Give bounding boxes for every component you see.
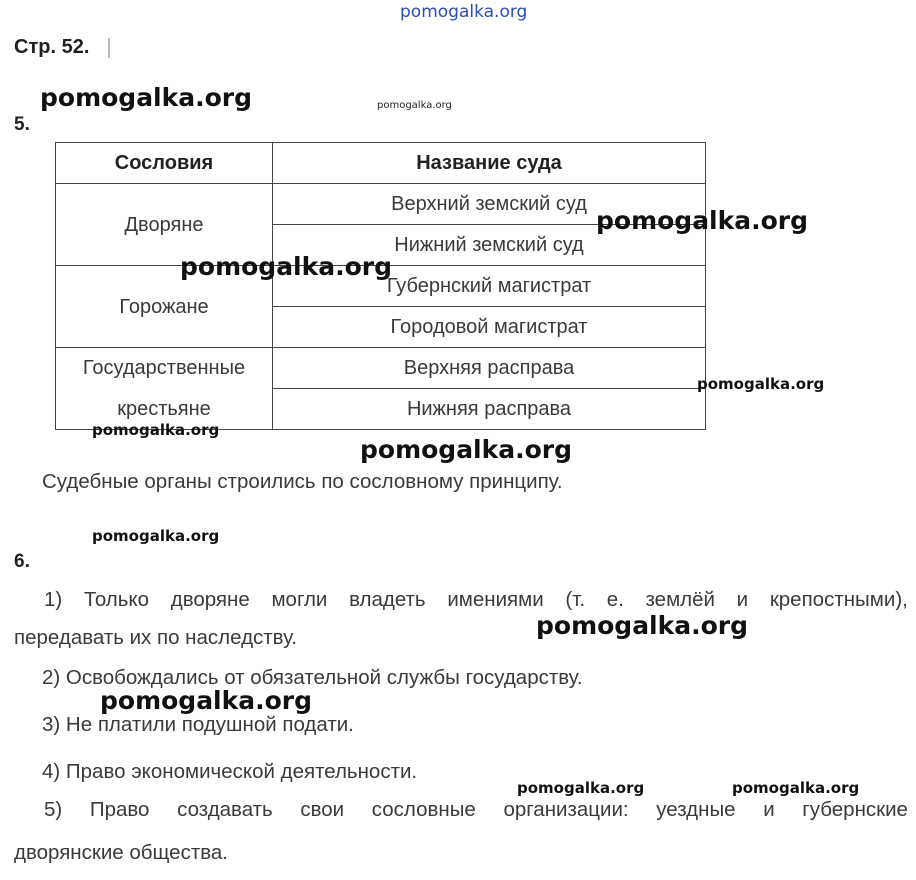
item-1-word: (т.	[565, 588, 586, 611]
court-cell: Верхняя расправа	[273, 348, 706, 389]
item-1-word: могли	[271, 588, 328, 611]
courts-table	[55, 142, 706, 430]
header-estates: Сословия	[56, 143, 273, 184]
task-6-item-2: 2) Освобождались от обязательной службы государству.	[42, 666, 583, 689]
item-1-word: дворяне	[170, 588, 250, 611]
item-5-word: создавать	[177, 798, 273, 821]
item-1-word: е.	[606, 588, 624, 611]
item-5-word: губернские	[802, 798, 908, 821]
watermark-top: pomogalka.org	[400, 2, 528, 22]
watermark: pomogalka.org	[596, 206, 809, 235]
task-6-item-1-line-2: передавать их по наследству.	[14, 626, 298, 649]
court-cell: Городовой магистрат	[273, 307, 706, 348]
table-row	[56, 348, 706, 389]
item-1-word: и	[736, 588, 749, 611]
watermark: pomogalka.org	[180, 252, 393, 281]
watermark: pomogalka.org	[697, 375, 825, 393]
text-cursor	[108, 38, 110, 58]
item-5-word: 5)	[44, 798, 63, 821]
task-6-number: 6.	[14, 551, 30, 572]
court-cell: Верхний земский суд	[273, 184, 706, 225]
watermark: pomogalka.org	[100, 686, 313, 715]
task-6-item-5-line-2: дворянские общества.	[14, 841, 228, 864]
item-5-word: Право	[89, 798, 150, 821]
estate-cell: Горожане	[56, 266, 273, 348]
court-cell: Губернский магистрат	[273, 266, 706, 307]
item-5-word: свои	[300, 798, 345, 821]
watermark: pomogalka.org	[92, 527, 220, 545]
watermark: pomogalka.org	[732, 779, 860, 797]
watermark: pomogalka.org	[536, 611, 749, 640]
watermark: pomogalka.org	[360, 435, 573, 464]
estate-cell-line1: Государственные	[56, 348, 273, 389]
item-1-word: владеть	[349, 588, 426, 611]
task-6-item-3: 3) Не платили подушной подати.	[42, 713, 354, 736]
item-1-word: землёй	[645, 588, 715, 611]
item-5-word: сословные	[371, 798, 476, 821]
page-reference: Стр. 52.	[14, 36, 90, 58]
header-court-name: Название суда	[273, 143, 706, 184]
task-5-conclusion: Судебные органы строились по сословному принципу.	[42, 470, 563, 493]
task-6-item-1-line-1	[44, 588, 908, 612]
court-cell: Нижняя расправа	[273, 389, 706, 430]
watermark: pomogalka.org	[517, 779, 645, 797]
item-1-word: крепостными),	[769, 588, 908, 611]
watermark: pomogalka.org	[40, 83, 253, 112]
task-6-item-4: 4) Право экономической деятельности.	[42, 760, 418, 783]
estate-cell: Дворяне	[56, 184, 273, 266]
item-5-word: и	[763, 798, 775, 821]
watermark: pomogalka.org	[92, 421, 220, 439]
task-5-number: 5.	[14, 114, 30, 135]
item-5-word: уездные	[656, 798, 736, 821]
item-5-word: организации:	[503, 798, 629, 821]
watermark: pomogalka.org	[377, 100, 452, 111]
item-1-word: имениями	[447, 588, 544, 611]
estate-cell-line2: крестьяне	[56, 389, 273, 430]
table-header-row	[56, 143, 706, 184]
item-1-word: Только	[83, 588, 150, 611]
task-6-item-5-line-1	[44, 798, 908, 822]
item-1-word: 1)	[44, 588, 63, 611]
court-cell: Нижний земский суд	[273, 225, 706, 266]
